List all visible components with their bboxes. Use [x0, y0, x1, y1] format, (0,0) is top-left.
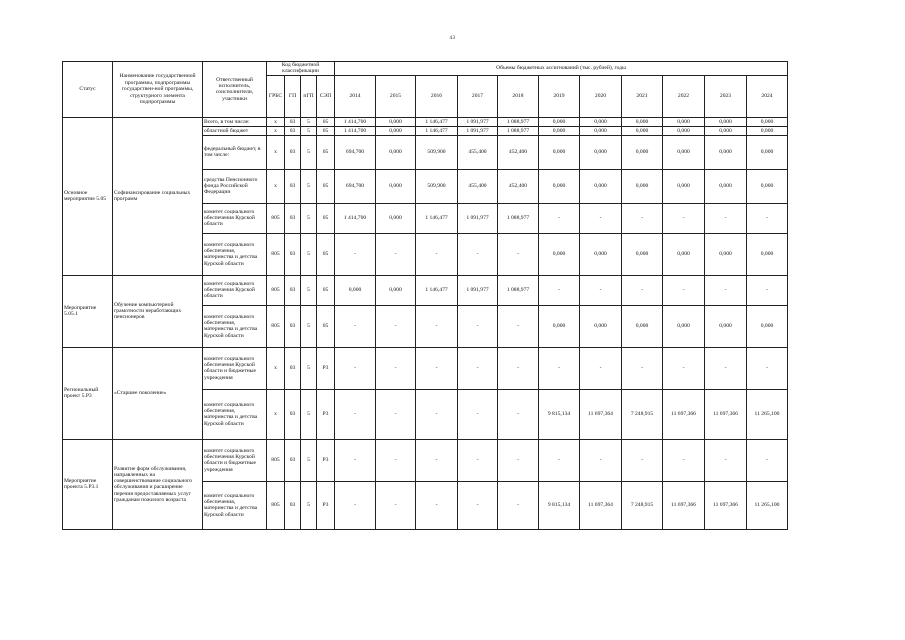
row-executor: комитет социального обеспечения Курской области — [203, 275, 267, 305]
value-cell-2019: - — [539, 347, 580, 389]
value-cell-2023: - — [705, 203, 747, 233]
value-cell-2021: - — [622, 275, 663, 305]
value-cell-2021: 7 248,915 — [622, 481, 663, 529]
row-status: Мероприятие проекта 5.Р3.1 — [63, 439, 113, 529]
value-cell-2020: 0,000 — [580, 169, 622, 203]
code-cell-gp: 03 — [285, 439, 301, 481]
table-row — [63, 117, 788, 126]
code-header-pgp: пГП — [301, 75, 317, 117]
code-cell-grbs: х — [267, 347, 285, 389]
code-cell-sep: Р3 — [317, 439, 335, 481]
value-cell-2015: - — [376, 439, 416, 481]
value-cell-2023: 0,000 — [705, 233, 747, 275]
value-cell-2014: - — [335, 347, 376, 389]
value-cell-2016: 509,900 — [416, 135, 458, 169]
value-cell-2024: 0,000 — [747, 169, 788, 203]
code-cell-pgp: 5 — [301, 117, 317, 126]
code-cell-pgp: 5 — [301, 305, 317, 347]
code-cell-sep: Р3 — [317, 347, 335, 389]
value-cell-2018: - — [498, 389, 539, 439]
value-cell-2019: - — [539, 275, 580, 305]
code-cell-sep: 05 — [317, 169, 335, 203]
value-cell-2021: 7 248,915 — [622, 389, 663, 439]
value-cell-2014: - — [335, 389, 376, 439]
value-cell-2023: - — [705, 347, 747, 389]
value-cell-2022: - — [663, 275, 705, 305]
value-cell-2022: 0,000 — [663, 135, 705, 169]
value-cell-2021: 0,000 — [622, 126, 663, 135]
value-cell-2016: - — [416, 389, 458, 439]
code-cell-gp: 03 — [285, 169, 301, 203]
value-cell-2017: 1 091,977 — [458, 203, 498, 233]
value-cell-2024: - — [747, 347, 788, 389]
value-cell-2014: 1 414,700 — [335, 126, 376, 135]
value-cell-2024: 0,000 — [747, 233, 788, 275]
value-cell-2018: 1 088,977 — [498, 117, 539, 126]
value-cell-2017: - — [458, 439, 498, 481]
value-cell-2020: 0,000 — [580, 117, 622, 126]
value-cell-2022: - — [663, 347, 705, 389]
value-cell-2016: 1 146,477 — [416, 275, 458, 305]
row-status: Региональный проект 5.Р3 — [63, 347, 113, 439]
value-cell-2024: - — [747, 439, 788, 481]
code-cell-pgp: 5 — [301, 126, 317, 135]
code-cell-sep: 05 — [317, 126, 335, 135]
row-executor: комитет социального обеспечения, материнства и детства Курской области — [203, 305, 267, 347]
value-cell-2020: 0,000 — [580, 305, 622, 347]
code-cell-pgp: 5 — [301, 233, 317, 275]
year-header-2020: 2020 — [580, 75, 622, 117]
value-cell-2015: - — [376, 389, 416, 439]
table-row — [63, 275, 788, 305]
value-cell-2017: - — [458, 389, 498, 439]
code-cell-grbs: х — [267, 389, 285, 439]
code-cell-gp: 03 — [285, 481, 301, 529]
row-executor: комитет социального обеспечения Курской области — [203, 203, 267, 233]
code-cell-sep: 05 — [317, 305, 335, 347]
value-cell-2022: 0,000 — [663, 126, 705, 135]
year-header-2023: 2023 — [705, 75, 747, 117]
code-cell-gp: 03 — [285, 389, 301, 439]
value-cell-2022: 0,000 — [663, 305, 705, 347]
value-cell-2019: 0,000 — [539, 169, 580, 203]
code-cell-pgp: 5 — [301, 203, 317, 233]
value-cell-2015: 0,000 — [376, 275, 416, 305]
table-row — [63, 347, 788, 389]
value-cell-2016: 509,900 — [416, 169, 458, 203]
value-cell-2018: - — [498, 233, 539, 275]
value-cell-2018: 1 088,977 — [498, 126, 539, 135]
code-cell-sep: 05 — [317, 203, 335, 233]
value-cell-2019: 0,000 — [539, 305, 580, 347]
value-cell-2022: 0,000 — [663, 233, 705, 275]
status-header: Статус — [63, 62, 113, 118]
code-cell-grbs: х — [267, 135, 285, 169]
code-cell-grbs: 805 — [267, 203, 285, 233]
value-cell-2021: - — [622, 203, 663, 233]
code-cell-gp: 03 — [285, 233, 301, 275]
code-cell-gp: 03 — [285, 275, 301, 305]
volumes-group-header: Объемы бюджетных ассигнований (тыс. рублей), годы — [335, 62, 788, 76]
value-cell-2023: 11 697,366 — [705, 481, 747, 529]
value-cell-2014: 694,700 — [335, 169, 376, 203]
value-cell-2014: - — [335, 233, 376, 275]
row-name: Обучение компьютерной грамотности неработающих пенсионеров — [113, 275, 203, 347]
value-cell-2016: - — [416, 305, 458, 347]
value-cell-2017: 1 091,977 — [458, 275, 498, 305]
value-cell-2021: 0,000 — [622, 233, 663, 275]
code-group-header: Код бюджетной классификации — [267, 62, 335, 76]
value-cell-2021: 0,000 — [622, 169, 663, 203]
table-row — [63, 439, 788, 481]
value-cell-2017: - — [458, 481, 498, 529]
value-cell-2023: 0,000 — [705, 305, 747, 347]
code-cell-gp: 03 — [285, 203, 301, 233]
value-cell-2017: - — [458, 347, 498, 389]
value-cell-2020: - — [580, 439, 622, 481]
code-cell-grbs: 805 — [267, 439, 285, 481]
value-cell-2019: - — [539, 439, 580, 481]
value-cell-2019: 9 815,134 — [539, 389, 580, 439]
value-cell-2015: 0,000 — [376, 169, 416, 203]
code-cell-pgp: 5 — [301, 135, 317, 169]
code-cell-sep: 05 — [317, 233, 335, 275]
value-cell-2021: - — [622, 347, 663, 389]
value-cell-2023: 0,000 — [705, 135, 747, 169]
value-cell-2015: 0,000 — [376, 117, 416, 126]
value-cell-2020: 11 697,364 — [580, 389, 622, 439]
value-cell-2019: - — [539, 203, 580, 233]
code-cell-pgp: 5 — [301, 389, 317, 439]
value-cell-2021: 0,000 — [622, 135, 663, 169]
value-cell-2023: 0,000 — [705, 117, 747, 126]
value-cell-2014: - — [335, 305, 376, 347]
value-cell-2022: - — [663, 439, 705, 481]
value-cell-2017: 1 091,977 — [458, 126, 498, 135]
code-cell-sep: Р3 — [317, 389, 335, 439]
code-cell-grbs: х — [267, 169, 285, 203]
code-cell-gp: 03 — [285, 117, 301, 126]
row-executor: комитет социального обеспечения, материнства и детства Курской области — [203, 233, 267, 275]
code-cell-gp: 03 — [285, 135, 301, 169]
year-header-2021: 2021 — [622, 75, 663, 117]
value-cell-2018: - — [498, 347, 539, 389]
value-cell-2018: - — [498, 481, 539, 529]
year-header-2022: 2022 — [663, 75, 705, 117]
value-cell-2015: 0,000 — [376, 135, 416, 169]
year-header-2024: 2024 — [747, 75, 788, 117]
value-cell-2020: - — [580, 203, 622, 233]
code-cell-gp: 03 — [285, 347, 301, 389]
code-cell-sep: 05 — [317, 117, 335, 126]
value-cell-2016: - — [416, 439, 458, 481]
value-cell-2022: 11 697,366 — [663, 481, 705, 529]
row-status: Мероприятие 5.05.1 — [63, 275, 113, 347]
value-cell-2019: 0,000 — [539, 233, 580, 275]
year-header-2018: 2018 — [498, 75, 539, 117]
value-cell-2016: - — [416, 481, 458, 529]
value-cell-2018: - — [498, 305, 539, 347]
value-cell-2024: 11 265,100 — [747, 481, 788, 529]
value-cell-2023: 0,000 — [705, 169, 747, 203]
budget-table — [62, 61, 788, 530]
row-name: «Старшее поколение» — [113, 347, 203, 439]
row-executor: средства Пенсионного фонда Российской Федерации — [203, 169, 267, 203]
value-cell-2016: 1 146,477 — [416, 203, 458, 233]
header-row-top — [63, 62, 788, 76]
value-cell-2024: 0,000 — [747, 305, 788, 347]
value-cell-2016: - — [416, 347, 458, 389]
code-cell-grbs: 805 — [267, 481, 285, 529]
value-cell-2020: 0,000 — [580, 135, 622, 169]
value-cell-2018: - — [498, 439, 539, 481]
value-cell-2017: - — [458, 233, 498, 275]
code-cell-pgp: 5 — [301, 439, 317, 481]
value-cell-2016: - — [416, 233, 458, 275]
value-cell-2015: - — [376, 347, 416, 389]
value-cell-2024: 0,000 — [747, 126, 788, 135]
code-cell-grbs: х — [267, 126, 285, 135]
value-cell-2014: - — [335, 481, 376, 529]
value-cell-2024: 0,000 — [747, 117, 788, 126]
value-cell-2024: - — [747, 203, 788, 233]
value-cell-2022: 0,000 — [663, 169, 705, 203]
row-name: Развитие форм обслуживания, направленных на совершенствование социального обслуживания и расширение перечня предоставляемых услуг гражданам пожилого возраста — [113, 439, 203, 529]
value-cell-2015: - — [376, 481, 416, 529]
code-header-grbs: ГРБС — [267, 75, 285, 117]
value-cell-2018: 1 088,977 — [498, 275, 539, 305]
value-cell-2017: 455,400 — [458, 169, 498, 203]
code-cell-grbs: 805 — [267, 233, 285, 275]
code-cell-grbs: х — [267, 117, 285, 126]
code-cell-sep: Р3 — [317, 481, 335, 529]
row-executor: комитет социального обеспечения, материнства и детства Курской области — [203, 481, 267, 529]
code-cell-grbs: 805 — [267, 275, 285, 305]
year-header-2019: 2019 — [539, 75, 580, 117]
value-cell-2022: - — [663, 203, 705, 233]
row-executor: Всего, в том числе: — [203, 117, 267, 126]
value-cell-2015: - — [376, 305, 416, 347]
code-cell-pgp: 5 — [301, 169, 317, 203]
value-cell-2017: - — [458, 305, 498, 347]
row-name: Софинансирование социальных программ — [113, 117, 203, 275]
value-cell-2019: 9 815,134 — [539, 481, 580, 529]
executor-header: Ответственный исполнитель, соисполнители, участники — [203, 62, 267, 118]
code-cell-gp: 03 — [285, 126, 301, 135]
value-cell-2019: 0,000 — [539, 135, 580, 169]
table-body — [63, 117, 788, 529]
value-cell-2020: 0,000 — [580, 126, 622, 135]
value-cell-2021: 0,000 — [622, 117, 663, 126]
value-cell-2024: 11 265,100 — [747, 389, 788, 439]
value-cell-2017: 455,400 — [458, 135, 498, 169]
row-executor: комитет социального обеспечения Курской области и бюджетные учреждения — [203, 439, 267, 481]
value-cell-2014: 694,700 — [335, 135, 376, 169]
value-cell-2017: 1 091,977 — [458, 117, 498, 126]
row-executor: комитет социального обеспечения Курской области и бюджетные учреждения — [203, 347, 267, 389]
code-header-gp: ГП — [285, 75, 301, 117]
value-cell-2022: 0,000 — [663, 117, 705, 126]
value-cell-2023: - — [705, 439, 747, 481]
value-cell-2021: 0,000 — [622, 305, 663, 347]
value-cell-2015: - — [376, 233, 416, 275]
value-cell-2023: 11 697,366 — [705, 389, 747, 439]
value-cell-2020: - — [580, 275, 622, 305]
value-cell-2014: 1 414,700 — [335, 203, 376, 233]
year-header-2015: 2015 — [376, 75, 416, 117]
value-cell-2019: 0,000 — [539, 117, 580, 126]
year-header-2016: 2016 — [416, 75, 458, 117]
code-cell-pgp: 5 — [301, 275, 317, 305]
value-cell-2022: 11 697,366 — [663, 389, 705, 439]
value-cell-2014: 0,000 — [335, 275, 376, 305]
value-cell-2014: 1 414,700 — [335, 117, 376, 126]
row-executor: областной бюджет — [203, 126, 267, 135]
code-cell-sep: 05 — [317, 135, 335, 169]
value-cell-2024: 0,000 — [747, 135, 788, 169]
name-header: Наименование государственной программы, подпрограммы государствен-ной программы, структурного элемента подпрограммы — [113, 62, 203, 118]
value-cell-2023: - — [705, 275, 747, 305]
code-header-sep: СЭП — [317, 75, 335, 117]
value-cell-2020: - — [580, 347, 622, 389]
row-executor: федеральный бюджет, в том числе: — [203, 135, 267, 169]
code-cell-pgp: 5 — [301, 347, 317, 389]
code-cell-grbs: 805 — [267, 305, 285, 347]
value-cell-2019: 0,000 — [539, 126, 580, 135]
row-executor: комитет социального обеспечения, материнства и детства Курской области — [203, 389, 267, 439]
value-cell-2016: 1 146,477 — [416, 126, 458, 135]
value-cell-2024: - — [747, 275, 788, 305]
value-cell-2020: 0,000 — [580, 233, 622, 275]
value-cell-2015: 0,000 — [376, 203, 416, 233]
value-cell-2018: 452,400 — [498, 169, 539, 203]
value-cell-2018: 1 088,977 — [498, 203, 539, 233]
value-cell-2023: 0,000 — [705, 126, 747, 135]
value-cell-2018: 452,400 — [498, 135, 539, 169]
year-header-2014: 2014 — [335, 75, 376, 117]
value-cell-2014: - — [335, 439, 376, 481]
code-cell-pgp: 5 — [301, 481, 317, 529]
page-number: 43 — [449, 36, 456, 41]
value-cell-2020: 11 697,364 — [580, 481, 622, 529]
code-cell-sep: 05 — [317, 275, 335, 305]
code-cell-gp: 03 — [285, 305, 301, 347]
row-status: Основное мероприятие 5.05 — [63, 117, 113, 275]
year-header-2017: 2017 — [458, 75, 498, 117]
value-cell-2021: - — [622, 439, 663, 481]
value-cell-2015: 0,000 — [376, 126, 416, 135]
value-cell-2016: 1 146,477 — [416, 117, 458, 126]
